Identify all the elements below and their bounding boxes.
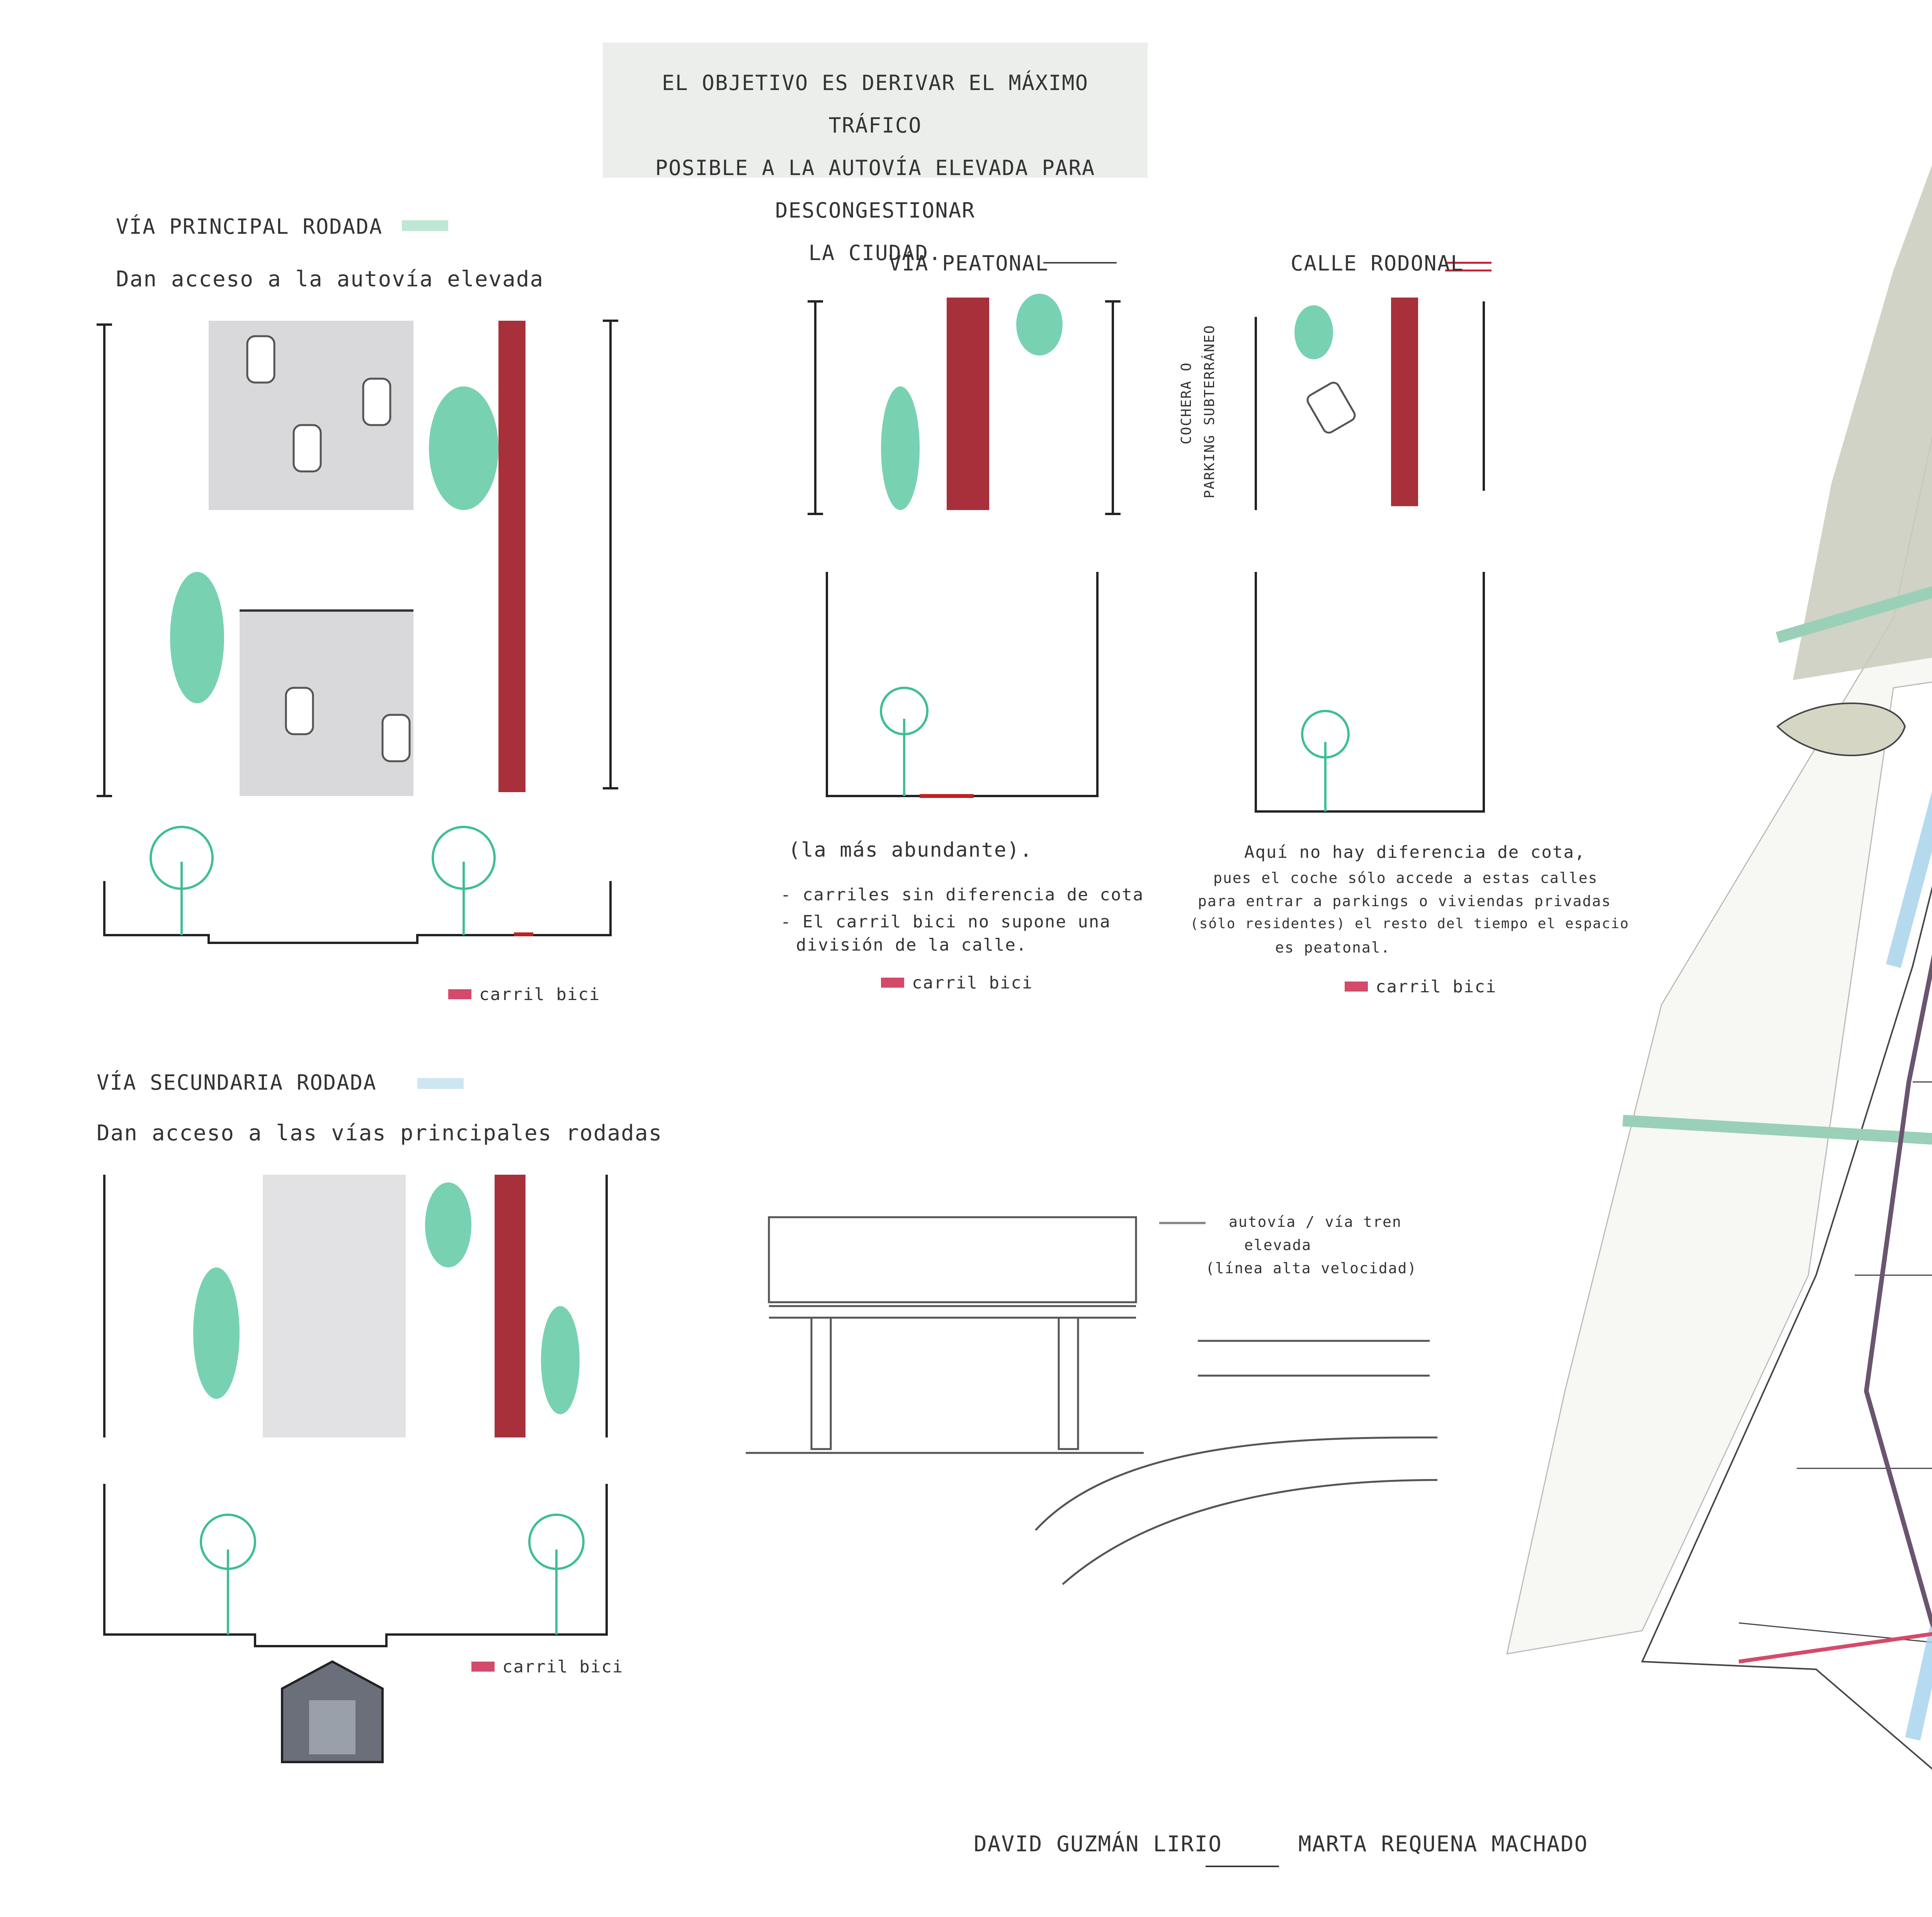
rodonal-side-label-2: PARKING SUBTERRÁNEO (1202, 325, 1218, 498)
peatonal-note-3: - El carril bici no supone una (781, 912, 1111, 932)
rodonal-title: CALLE RODONAL (1291, 251, 1464, 276)
main-road-lane-bottom (240, 611, 413, 796)
peatonal-note-4: división de la calle. (796, 935, 1027, 955)
secondary-road-lane (263, 1175, 406, 1437)
main-bike-legend-swatch (448, 989, 471, 999)
note-line-3: LA CIUDAD. (808, 241, 942, 265)
elevated-label-2: elevada (1244, 1237, 1312, 1254)
secondary-bike-legend-swatch (471, 1662, 495, 1672)
rodonal-bike-legend-swatch (1345, 981, 1368, 992)
peatonal-bike-lane (947, 298, 989, 510)
peatonal-note-2: - carriles sin diferencia de cota (781, 885, 1144, 905)
secondary-road-subtitle: Dan acceso a las vías principales rodadas (97, 1121, 663, 1146)
rodonal-bike-label: carril bici (1376, 977, 1497, 997)
main-section-trees (151, 827, 495, 935)
main-road-section (104, 881, 611, 943)
author-right: MARTA REQUENA MACHADO (1298, 1832, 1588, 1857)
elevated-label-1: autovía / vía tren (1229, 1213, 1402, 1230)
rodonal-note-5: es peatonal. (1275, 939, 1391, 956)
main-road-title: VÍA PRINCIPAL RODADA (116, 214, 383, 239)
main-bike-lane (498, 321, 526, 792)
author-left: DAVID GUZMÁN LIRIO (974, 1832, 1222, 1857)
rodonal-note-3: para entrar a parkings o viviendas privadas (1198, 893, 1611, 910)
peatonal-bike-label: carril bici (912, 973, 1033, 993)
rodonal-side-label-1: COCHERA O (1179, 362, 1194, 444)
peatonal-bike-legend-swatch (881, 978, 904, 988)
secondary-bike-lane (495, 1175, 526, 1437)
secondary-road-swatch (417, 1078, 464, 1089)
yoyogi-park-green-area (1793, 39, 1932, 680)
main-road-subtitle: Dan acceso a la autovía elevada (116, 267, 544, 292)
elevated-label-3: (línea alta velocidad) (1206, 1260, 1417, 1277)
main-bike-label: carril bici (479, 985, 600, 1004)
rodonal-note-4: (sólo residentes) el resto del tiempo el espacio (1190, 916, 1629, 932)
note-line-1: EL OBJETIVO ES DERIVAR EL MÁXIMO TRÁFICO (662, 71, 1089, 138)
note-line-2: POSIBLE A LA AUTOVÍA ELEVADA PARA DESCONGESTIONAR (655, 156, 1095, 223)
secondary-road-title: VÍA SECUNDARIA RODADA (97, 1070, 377, 1095)
peatonal-title: VÍA PEATONAL (889, 251, 1049, 276)
peatonal-note-1: (la más abundante). (788, 839, 1033, 862)
landmark-building (1777, 703, 1905, 755)
secondary-bike-label: carril bici (502, 1657, 624, 1677)
rodonal-note-2: pues el coche sólo accede a estas calles (1213, 869, 1598, 886)
rodonal-note-1: Aquí no hay diferencia de cota, (1244, 842, 1586, 862)
rodonal-bike-lane (1391, 298, 1418, 506)
